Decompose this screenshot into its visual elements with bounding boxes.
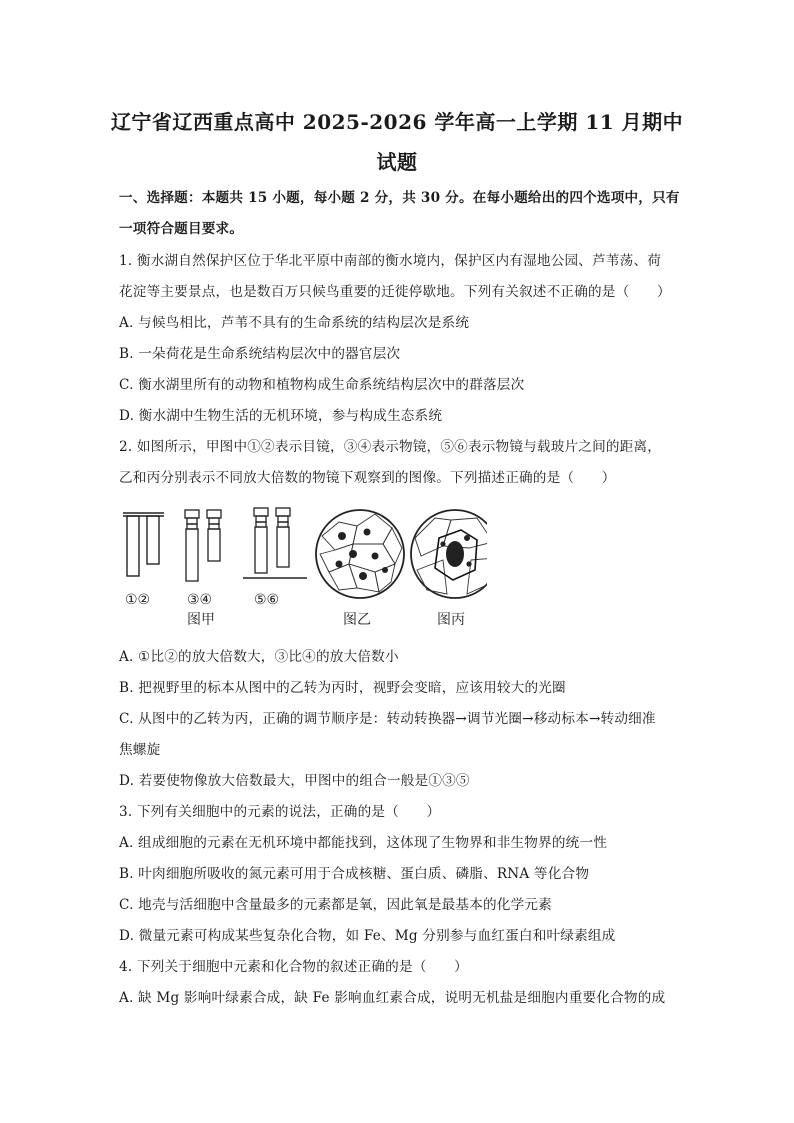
question-4-stem: 4. 下列关于细胞中元素和化合物的叙述正确的是（ ） xyxy=(119,959,468,975)
microscope-figure xyxy=(117,498,487,638)
question-1-option-d: D. 衡水湖中生物生活的无机环境，参与构成生态系统 xyxy=(119,408,443,424)
objective-tubes xyxy=(185,510,221,581)
label-distances: ⑤⑥ xyxy=(254,592,280,608)
question-1-option-b: B. 一朵荷花是生命系统结构层次中的器官层次 xyxy=(119,346,401,362)
label-eyepieces: ①② xyxy=(125,592,151,608)
exam-title-line1: 辽宁省辽西重点高中 2025-2026 学年高一上学期 11 月期中 xyxy=(110,110,684,134)
question-1-stem-line2: 花淀等主要景点，也是数百万只候鸟重要的迁徙停歇地。下列有关叙述不正确的是（ ） xyxy=(119,284,671,300)
question-2-stem-line1: 2. 如图所示，甲图中①②表示目镜，③④表示物镜，⑤⑥表示物镜与载玻片之间的距离， xyxy=(119,439,662,455)
question-2-option-a: A. ①比②的放大倍数大，③比④的放大倍数小 xyxy=(119,649,399,665)
question-3-option-c: C. 地壳与活细胞中含量最多的元素都是氧，因此氧是最基本的化学元素 xyxy=(119,897,552,913)
question-2-option-c-line2: 焦螺旋 xyxy=(119,742,161,758)
section-instruction-line1: 一、选择题：本题共 15 小题，每小题 2 分，共 30 分。在每小题给出的四个选项中，只有 xyxy=(119,190,680,206)
caption-figure-yi: 图乙 xyxy=(343,612,371,628)
label-objectives: ③④ xyxy=(187,592,213,608)
eyepiece-tubes xyxy=(123,513,164,576)
question-1-option-c: C. 衡水湖里所有的动物和植物构成生命系统结构层次中的群落层次 xyxy=(119,377,525,393)
question-3-option-a: A. 组成细胞的元素在无机环境中都能找到，这体现了生物界和非生物界的统一性 xyxy=(119,835,608,851)
question-3-option-b: B. 叶肉细胞所吸收的氮元素可用于合成核糖、蛋白质、磷脂、RNA 等化合物 xyxy=(119,866,590,882)
question-4-option-a: A. 缺 Mg 影响叶绿素合成，缺 Fe 影响血红素合成，说明无机盐是细胞内重要化合物的成 xyxy=(119,990,666,1006)
question-2-option-b: B. 把视野里的标本从图中的乙转为丙时，视野会变暗，应该用较大的光圈 xyxy=(119,680,566,696)
exam-title-line2: 试题 xyxy=(376,150,418,174)
question-1-stem-line1: 1. 衡水湖自然保护区位于华北平原中南部的衡水境内，保护区内有湿地公园、芦苇荡、荷 xyxy=(119,253,662,269)
question-2-option-c-line1: C. 从图中的乙转为丙，正确的调节顺序是：转动转换器→调节光圈→移动标本→转动细准 xyxy=(119,711,656,727)
section-instruction-line2: 一项符合题目要求。 xyxy=(119,221,244,237)
question-3-option-d: D. 微量元素可构成某些复杂化合物，如 Fe、Mg 分别参与血红蛋白和叶绿素组成 xyxy=(119,928,616,944)
question-2-option-d: D. 若要使物像放大倍数最大，甲图中的组合一般是①③⑤ xyxy=(119,773,470,789)
low-magnification-view xyxy=(316,510,404,598)
high-magnification-view xyxy=(411,510,487,598)
caption-figure-bing: 图丙 xyxy=(437,612,465,628)
question-1-option-a: A. 与候鸟相比，芦苇不具有的生命系统的结构层次是系统 xyxy=(119,315,470,331)
question-2-stem-line2: 乙和丙分别表示不同放大倍数的物镜下观察到的图像。下列描述正确的是（ ） xyxy=(119,470,616,486)
objective-distance-tubes xyxy=(243,508,307,578)
caption-figure-jia: 图甲 xyxy=(187,612,215,628)
question-3-stem: 3. 下列有关细胞中的元素的说法，正确的是（ ） xyxy=(119,804,441,820)
